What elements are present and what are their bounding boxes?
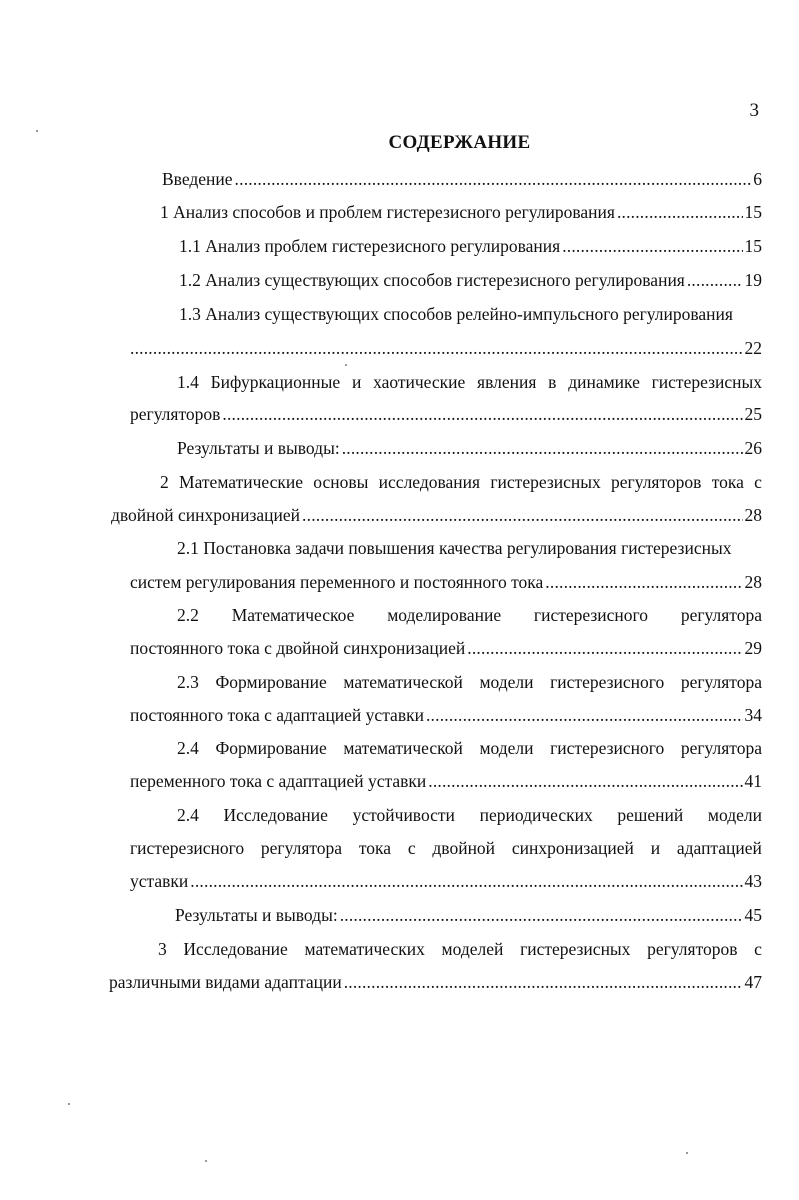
scan-speck — [68, 1103, 70, 1105]
toc-word: синхронизацией — [511, 838, 634, 858]
toc-page-number: 28 — [744, 572, 762, 592]
toc-word: с — [754, 472, 762, 492]
toc-word: с — [754, 939, 762, 959]
toc-word: 1.4 — [177, 372, 199, 392]
toc-page-number: 34 — [744, 705, 762, 725]
toc-word: и — [650, 838, 661, 858]
toc-word: гистерезисного — [533, 605, 649, 625]
toc-entry-text: постоянного тока с двойной синхронизацией — [130, 638, 466, 658]
toc-word: Математическое — [231, 605, 355, 625]
toc-entry-chapter-2-line-2[interactable] — [111, 503, 762, 527]
toc-entry-text: 1.2 Анализ существующих способов гистерезисного регулирования — [179, 270, 685, 290]
toc-entry-1-1[interactable] — [179, 234, 762, 258]
dot-leader — [340, 903, 743, 927]
toc-entry-text: 1.1 Анализ проблем гистерезисного регулирования — [179, 236, 561, 256]
toc-word: 3 — [158, 939, 167, 959]
page-number: 3 — [749, 100, 759, 121]
toc-word: гистерезисного — [550, 672, 665, 692]
dot-leader — [428, 769, 742, 793]
toc-word: Формирование — [215, 672, 327, 692]
toc-word: математической — [343, 672, 463, 692]
toc-word: 2.2 — [177, 605, 199, 625]
toc-word: динамике — [568, 372, 640, 392]
dot-leader — [467, 636, 742, 660]
scan-speck — [345, 364, 347, 366]
toc-word: Исследование — [183, 939, 288, 959]
toc-entry-text: уставки — [130, 871, 189, 891]
toc-page-number: 15 — [744, 202, 762, 222]
toc-entry-text: 1.3 Анализ существующих способов релейно-импульсного регулирования — [179, 304, 733, 324]
toc-page-number: 22 — [744, 338, 762, 358]
toc-entry-2-3-line-2[interactable] — [130, 703, 762, 727]
toc-word: с — [407, 838, 416, 858]
toc-word: моделей — [441, 939, 504, 959]
toc-entry-1-3-line-2[interactable] — [130, 336, 762, 360]
dot-leader — [617, 200, 743, 224]
toc-page-number: 19 — [744, 270, 762, 290]
toc-entry-chapter-2-line-1[interactable] — [160, 470, 762, 494]
toc-entry-text: 2.1 Постановка задачи повышения качества регулирования гистерезисных — [177, 538, 732, 558]
dot-leader — [222, 402, 742, 426]
toc-entry-2-2-line-2[interactable] — [130, 636, 762, 660]
toc-entry-text: постоянного тока с адаптацией уставки — [130, 705, 424, 725]
toc-entry-2-4b-line-3[interactable] — [130, 869, 762, 893]
toc-entry-text: Введение — [162, 169, 233, 189]
dot-leader — [344, 970, 743, 994]
toc-entry-text: систем регулирования переменного и постоянного тока — [130, 572, 544, 592]
toc-entry-results-1[interactable] — [177, 436, 762, 460]
toc-entry-text: Результаты и выводы: — [175, 905, 338, 925]
toc-entry-2-1-line-2[interactable] — [130, 570, 762, 594]
toc-word: решений — [617, 805, 684, 825]
toc-entry-1-3-line-1[interactable] — [179, 302, 733, 326]
toc-word: периодических — [479, 805, 593, 825]
dot-leader — [562, 234, 742, 258]
dot-leader — [302, 503, 742, 527]
dot-leader — [687, 268, 743, 292]
toc-entry-intro[interactable] — [162, 167, 762, 191]
toc-entry-2-4b-line-1[interactable] — [177, 803, 762, 827]
toc-entry-text: 1 Анализ способов и проблем гистерезисного регулирования — [160, 202, 615, 222]
scan-speck — [686, 1152, 688, 1154]
toc-word: модели — [479, 738, 534, 758]
toc-page-number: 26 — [744, 438, 762, 458]
toc-entry-2-4a-line-2[interactable] — [130, 769, 762, 793]
toc-word: 2 — [160, 472, 169, 492]
toc-entry-2-2-line-1[interactable] — [177, 603, 762, 627]
dot-leader — [545, 570, 742, 594]
toc-word: гистерезисных — [520, 939, 631, 959]
toc-entry-chapter-3-line-1[interactable] — [158, 937, 762, 961]
toc-word: Формирование — [215, 738, 327, 758]
toc-entry-2-3-line-1[interactable] — [177, 670, 762, 694]
toc-entry-text: различными видами адаптации — [109, 972, 342, 992]
toc-entry-1-2[interactable] — [179, 268, 762, 292]
toc-word: гистерезисных — [651, 372, 762, 392]
toc-word: и — [351, 372, 362, 392]
toc-word: гистерезисного — [130, 838, 245, 858]
toc-word: регулятора — [680, 672, 762, 692]
dot-leader — [342, 436, 743, 460]
toc-page-number: 29 — [744, 638, 762, 658]
toc-word: исследования — [378, 472, 481, 492]
toc-entry-text: переменного тока с адаптацией уставки — [130, 771, 427, 791]
toc-word: модели — [707, 805, 762, 825]
toc-page-number: 25 — [744, 404, 762, 424]
toc-entry-text: Результаты и выводы: — [177, 438, 340, 458]
toc-page-number: 45 — [744, 905, 762, 925]
toc-word: моделирование — [387, 605, 502, 625]
toc-word: адаптацией — [676, 838, 762, 858]
dot-leader — [130, 336, 743, 360]
toc-word: математической — [343, 738, 463, 758]
toc-word: в — [548, 372, 557, 392]
toc-page-number: 15 — [744, 236, 762, 256]
toc-word: основы — [313, 472, 369, 492]
toc-word: устойчивости — [352, 805, 455, 825]
toc-page-number: 41 — [744, 771, 762, 791]
page-title: СОДЕРЖАНИЕ — [388, 132, 531, 153]
toc-word: 2.4 — [177, 738, 199, 758]
toc-entry-2-1-line-1[interactable] — [177, 536, 731, 560]
toc-word: Математические — [179, 472, 304, 492]
toc-page-number: 47 — [744, 972, 762, 992]
toc-word: гистерезисного — [550, 738, 665, 758]
toc-word: хаотические — [373, 372, 466, 392]
toc-word: регуляторов — [611, 472, 702, 492]
dot-leader — [190, 869, 742, 893]
toc-entry-1-4-line-1[interactable] — [177, 370, 762, 394]
toc-word: двойной — [432, 838, 496, 858]
toc-word: Исследование — [223, 805, 328, 825]
scan-speck — [205, 1160, 207, 1162]
dot-leader — [235, 167, 752, 191]
toc-entry-chapter-3-line-2[interactable] — [109, 970, 762, 994]
toc-word: математических — [304, 939, 425, 959]
toc-entry-1-4-line-2[interactable] — [130, 402, 762, 426]
scan-speck — [36, 130, 38, 132]
toc-entry-2-4a-line-1[interactable] — [177, 736, 762, 760]
toc-word: тока — [358, 838, 392, 858]
toc-page-number: 28 — [744, 505, 762, 525]
toc-word: регуляторов — [647, 939, 738, 959]
toc-word: регулятора — [260, 838, 343, 858]
toc-entry-text: регуляторов — [130, 404, 221, 424]
toc-entry-chapter-1[interactable] — [160, 200, 762, 224]
toc-word: явления — [477, 372, 537, 392]
toc-word: Бифуркационные — [210, 372, 341, 392]
toc-word: регулятора — [680, 738, 762, 758]
toc-word: модели — [479, 672, 534, 692]
toc-entry-2-4b-line-2[interactable] — [130, 836, 762, 860]
toc-entry-text: двойной синхронизацией — [111, 505, 301, 525]
toc-entry-results-2[interactable] — [175, 903, 762, 927]
toc-word: гистерезисных — [490, 472, 601, 492]
toc-word: 2.3 — [177, 672, 199, 692]
toc-page-number: 6 — [753, 169, 762, 189]
toc-word: тока — [711, 472, 744, 492]
toc-page-number: 43 — [744, 871, 762, 891]
dot-leader — [426, 703, 743, 727]
toc-word: 2.4 — [177, 805, 199, 825]
toc-word: регулятора — [680, 605, 762, 625]
